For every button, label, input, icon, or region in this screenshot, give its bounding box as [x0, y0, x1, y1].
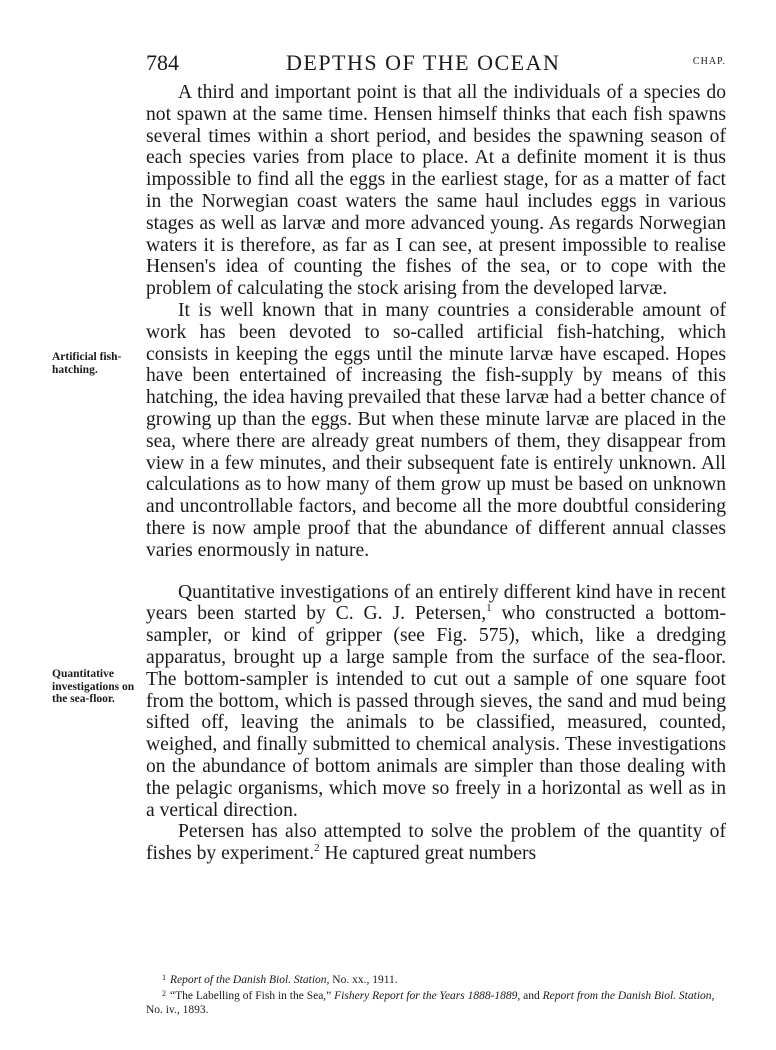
body-text [146, 82, 726, 865]
paragraph-quantitative [146, 582, 726, 822]
paragraph-petersen-text-b: He captured great numbers [319, 843, 537, 865]
footnote-2-rest: No. iv., 1893. [146, 1004, 209, 1016]
paragraph-fish-hatching: It is well known that in many countries a considerable amount of work has been devoted to so-called artificial fish-hatching, which consists in keeping the eggs until the minute larvæ have escaped. Hopes have been entertained of increasing the fish-supply by means of this hatching, the idea having prevailed that these larvæ had a better chance of growing up than the eggs. But when these minute larvæ are placed in the sea, where there are already great numbers of them, they disappear from view in a few minutes, and their subsequent fate is entirely unknown. All calculations as to how many of them grow up must be based on unknown and uncontrollable factors, and become all the more doubtful considering there is now ample proof that the abundance of different annual classes varies enormously in nature. [146, 299, 726, 561]
footnote-ref-1: 1 [486, 602, 492, 615]
paragraph-petersen-experiment [146, 821, 726, 865]
paragraph-petersen-text-a: Petersen has also attempted to solve the problem of the quantity of fishes by experiment. [146, 821, 726, 865]
footnote-2-title-1: Fishery Report for the Years 1888-1889, [334, 990, 521, 1002]
page-number: 784 [146, 50, 179, 75]
footnote-1-rest: No. xx., 1911. [329, 974, 398, 986]
paragraph-quantitative-text-b: who constructed a bottom-sampler, or kind of gripper (see Fig. 575), which, like a dredging apparatus, brought up a large sample from the surface of the sea-floor. The bottom-sampler is intended to cut out a sample of one square foot from the bottom, which is passed through sieves, the sand and mud being sifted off, leaving the animals to be classified, measured, counted, weighed, and finally submitted to chemical analysis. These investigations on the abundance of bottom animals are simpler than those dealing with the pelagic organisms, which move so freely in a horizontal as well as in a vertical direction. [146, 603, 726, 821]
footnote-1-title: Report of the Danish Biol. Station, [170, 974, 330, 986]
paragraph-spawning: A third and important point is that all the individuals of a species do not spawn at the same time. Hensen himself thinks that each fish spawns several times within a short period, and besides the spawning season of each species varies from place to place. At a definite moment it is thus impossible to find all the eggs in the earliest stage, for as a matter of fact in the Norwegian coast waters the same haul includes eggs in various stages as well as larvæ and more advanced young. As regards Norwegian waters it is therefore, as far as I can see, at present impossible to realise Hensen's idea of counting the fishes of the sea, or to cope with the problem of calculating the stock arising from the developed larvæ. [146, 82, 726, 300]
running-title: DEPTHS OF THE OCEAN [286, 50, 561, 75]
page-header [146, 50, 726, 80]
paragraph-quantitative-text-a: Quantitative investigations of an entirely different kind have in recent years been started by C. G. J. Petersen, [146, 581, 726, 625]
footnote-2-mid: and [520, 990, 543, 1002]
footnote-2-number: 2 [162, 989, 166, 998]
footnote-2-title-2: Report from the Danish Biol. Station, [542, 990, 715, 1002]
footnote-2 [146, 987, 726, 1017]
chapter-mark: CHAP. [692, 56, 726, 67]
footnote-2-quote: “The Labelling of Fish in the Sea,” [170, 990, 335, 1002]
footnote-1 [146, 971, 726, 987]
margin-note-quantitative-investigations: Quantitative investigations on the sea-floor. [52, 668, 135, 705]
footnotes [146, 971, 726, 1017]
margin-note-artificial-hatching: Artificial fish-hatching. [52, 351, 122, 376]
footnote-ref-2: 2 [314, 842, 320, 855]
footnote-1-number: 1 [162, 973, 166, 982]
